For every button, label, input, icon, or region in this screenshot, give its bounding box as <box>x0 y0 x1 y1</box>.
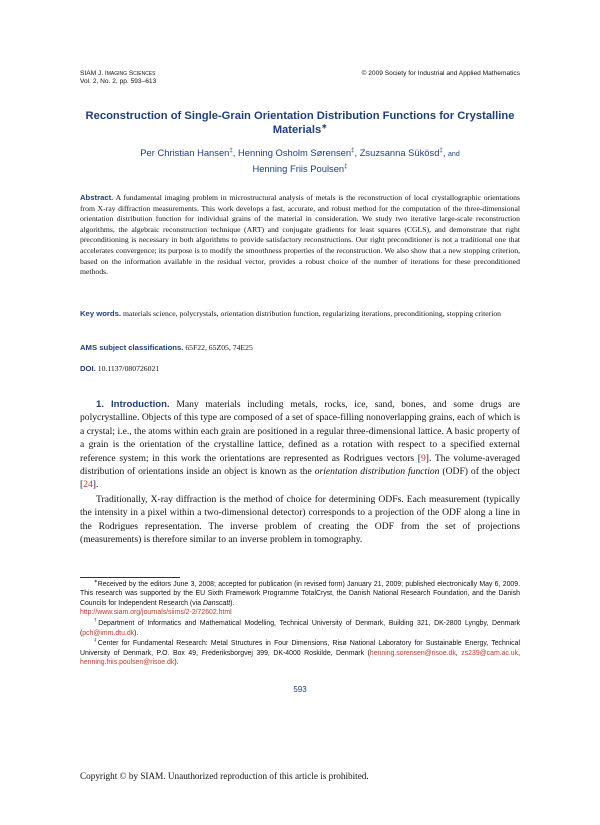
footnote-affiliation-riso <box>80 639 520 667</box>
keywords <box>80 309 520 320</box>
email-link[interactable]: zs239@cam.ac.uk <box>461 649 519 657</box>
footnotes <box>80 580 520 669</box>
ams-text: 65F22, 65Z05, 74E25 <box>185 343 253 352</box>
volume-info: Vol. 2, No. 2, pp. 593–613 <box>80 78 157 85</box>
ams-classification <box>80 343 520 352</box>
title-text: Reconstruction of Single-Grain Orientation Distribution Functions for Crystalline Materials <box>85 110 515 136</box>
email-link[interactable]: henning.friis.poulsen@risoe.dk <box>80 659 175 667</box>
separator: , <box>455 649 462 657</box>
footnote-text: ). <box>174 659 179 667</box>
separator: , <box>518 649 520 657</box>
citation-link[interactable]: 9 <box>420 452 426 464</box>
abstract-label: Abstract. <box>80 193 114 202</box>
author-affil-mark[interactable]: ‡ <box>229 146 233 154</box>
authors-and: and <box>448 151 460 158</box>
footnote-mark: ∗ <box>94 578 98 584</box>
keywords-label: Key words. <box>80 309 122 318</box>
footnote-mark: † <box>94 617 99 623</box>
footnote-text: Department of Informatics and Mathematical Modelling, Technical University of Denmark, Building 321, DK-2800 Lyngby, Denmark ( <box>80 620 520 637</box>
author-affil-mark[interactable]: ‡ <box>351 146 355 154</box>
email-link[interactable]: pch@imm.dtu.dk <box>82 629 135 637</box>
author-name: Henning Friis Poulsen <box>252 162 345 174</box>
author-name: Henning Osholm Sørensen <box>238 147 352 158</box>
intro-paragraph-1 <box>80 398 520 492</box>
footnote-mark: ‡ <box>94 638 98 644</box>
introduction-section <box>80 398 520 546</box>
paragraph-text: ]. The volume-averaged distribution of orientations inside an object is known as the <box>80 452 520 478</box>
author-name: Per Christian Hansen <box>140 147 230 158</box>
footnote-text: Center for Fundamental Research: Metal Structures in Four Dimensions, Risø National Laboratory for Sustainable Energy, Technical University of Denmark, P.O. Box 49, Frederiksborgvej 399, DK-4000 Roskilde, Denmark ( <box>80 640 520 657</box>
abstract <box>80 193 520 278</box>
doi <box>80 364 520 373</box>
paragraph-text: ]. <box>92 479 99 491</box>
section-number: 1. <box>96 399 105 410</box>
doi-text: 10.1137/080726021 <box>97 364 160 373</box>
paragraph-text: Many materials including metals, rocks, ice, sand, bones, and some drugs are polycrystalline. Objects of this type are composed of a set of space-filling nonoverlapping grains, each of which is a crystal; i.e., the atoms within each grain are positioned in a regular three-dimensional lattice. A basic property of a grain is the orientation of the crystalline lattice, defined as a rotation with respect to a specified external reference system; in this work the orientations are represented as Rodrigues vectors [ <box>80 399 521 464</box>
footnote-text: ). <box>134 629 139 637</box>
author-affil-mark[interactable]: ‡ <box>344 162 348 170</box>
email-link[interactable]: henning.sorensen@risoe.dk <box>369 649 456 657</box>
paragraph-text: (ODF) of the object [ <box>80 466 520 491</box>
paper-title <box>80 109 520 137</box>
journal-url-link[interactable]: http://www.siam.org/journals/siims/2-2/72602.html <box>80 609 232 617</box>
intro-paragraph-2: Traditionally, X-ray diffraction is the method of choice for determining ODFs. Each measurement (typically the intensity in a pixel within a two-dimensional detector) corresponds to a projection of the ODF along a line in the Rodrigues representation. The inverse problem of creating the ODF from the set of projections (measurements) is therefore similar to an inverse problem in tomography. <box>80 493 520 546</box>
ams-label: AMS subject classifications. <box>80 343 184 352</box>
footnote-text: ). <box>230 599 235 607</box>
footnote-text: Received by the editors June 3, 2008; accepted for publication (in revised form) January 21, 2009; published electronically May 6, 2009. This research was supported by the EU Sixth Framework Programme TotalCryst, the Danish National Research Foundation, and the Danish Councils for Independent Research (via <box>80 581 520 607</box>
emphasis-text: Danscatt <box>202 599 231 607</box>
section-title: Introduction. <box>111 399 170 410</box>
author-name: Zsuzsanna Sükösd <box>359 147 440 158</box>
author-list: Per Christian Hansen‡, Henning Osholm Sørensen‡, Zsuzsanna Sükösd‡, and Henning Friis Poulsen‡ <box>140 146 460 174</box>
running-header-copyright: © 2009 Society for Industrial and Applied Mathematics <box>361 70 520 77</box>
author-affil-mark[interactable]: ‡ <box>439 146 443 154</box>
emphasis-text: orientation distribution function <box>314 466 440 478</box>
footnote-received <box>80 580 520 618</box>
citation-link[interactable]: 24 <box>83 479 93 491</box>
journal-name: SIAM J. Imaging Sciences <box>80 70 156 77</box>
doi-label: DOI. <box>80 364 96 373</box>
abstract-text: A fundamental imaging problem in microstructural analysis of metals is the reconstruction of local crystallographic orientations from X-ray diffraction measurements. This work develops a fast, accurate, and robust method for the computation of the three-dimensional orientation distribution function for individual grains of the material in consideration. We study two iterative large-scale reconstruction algorithms, the algebraic reconstruction technique (ART) and conjugate gradients for least squares (CGLS), and demonstrate that right preconditioning is necessary in both algorithms to provide satisfactory reconstructions. Our right preconditioner is not a traditional one that accelerates convergence; its purpose is to modify the smoothness properties of the reconstruction. We also show that a new stopping criterion, based on the information available in the residual vector, provides a robust choice of the number of iterations for these preconditioned methods. <box>80 193 520 277</box>
keywords-text: materials science, polycrystals, orientation distribution function, regularizing iterations, preconditioning, stopping criterion <box>122 309 502 318</box>
title-footnote-mark[interactable]: ∗ <box>321 121 328 131</box>
footnote-affiliation-dtu <box>80 619 520 638</box>
copyright-footer: Copyright © by SIAM. Unauthorized reproduction of this article is prohibited. <box>80 771 369 781</box>
section-heading <box>96 399 170 410</box>
running-header-left <box>80 70 156 86</box>
page-number: 593 <box>293 685 307 694</box>
